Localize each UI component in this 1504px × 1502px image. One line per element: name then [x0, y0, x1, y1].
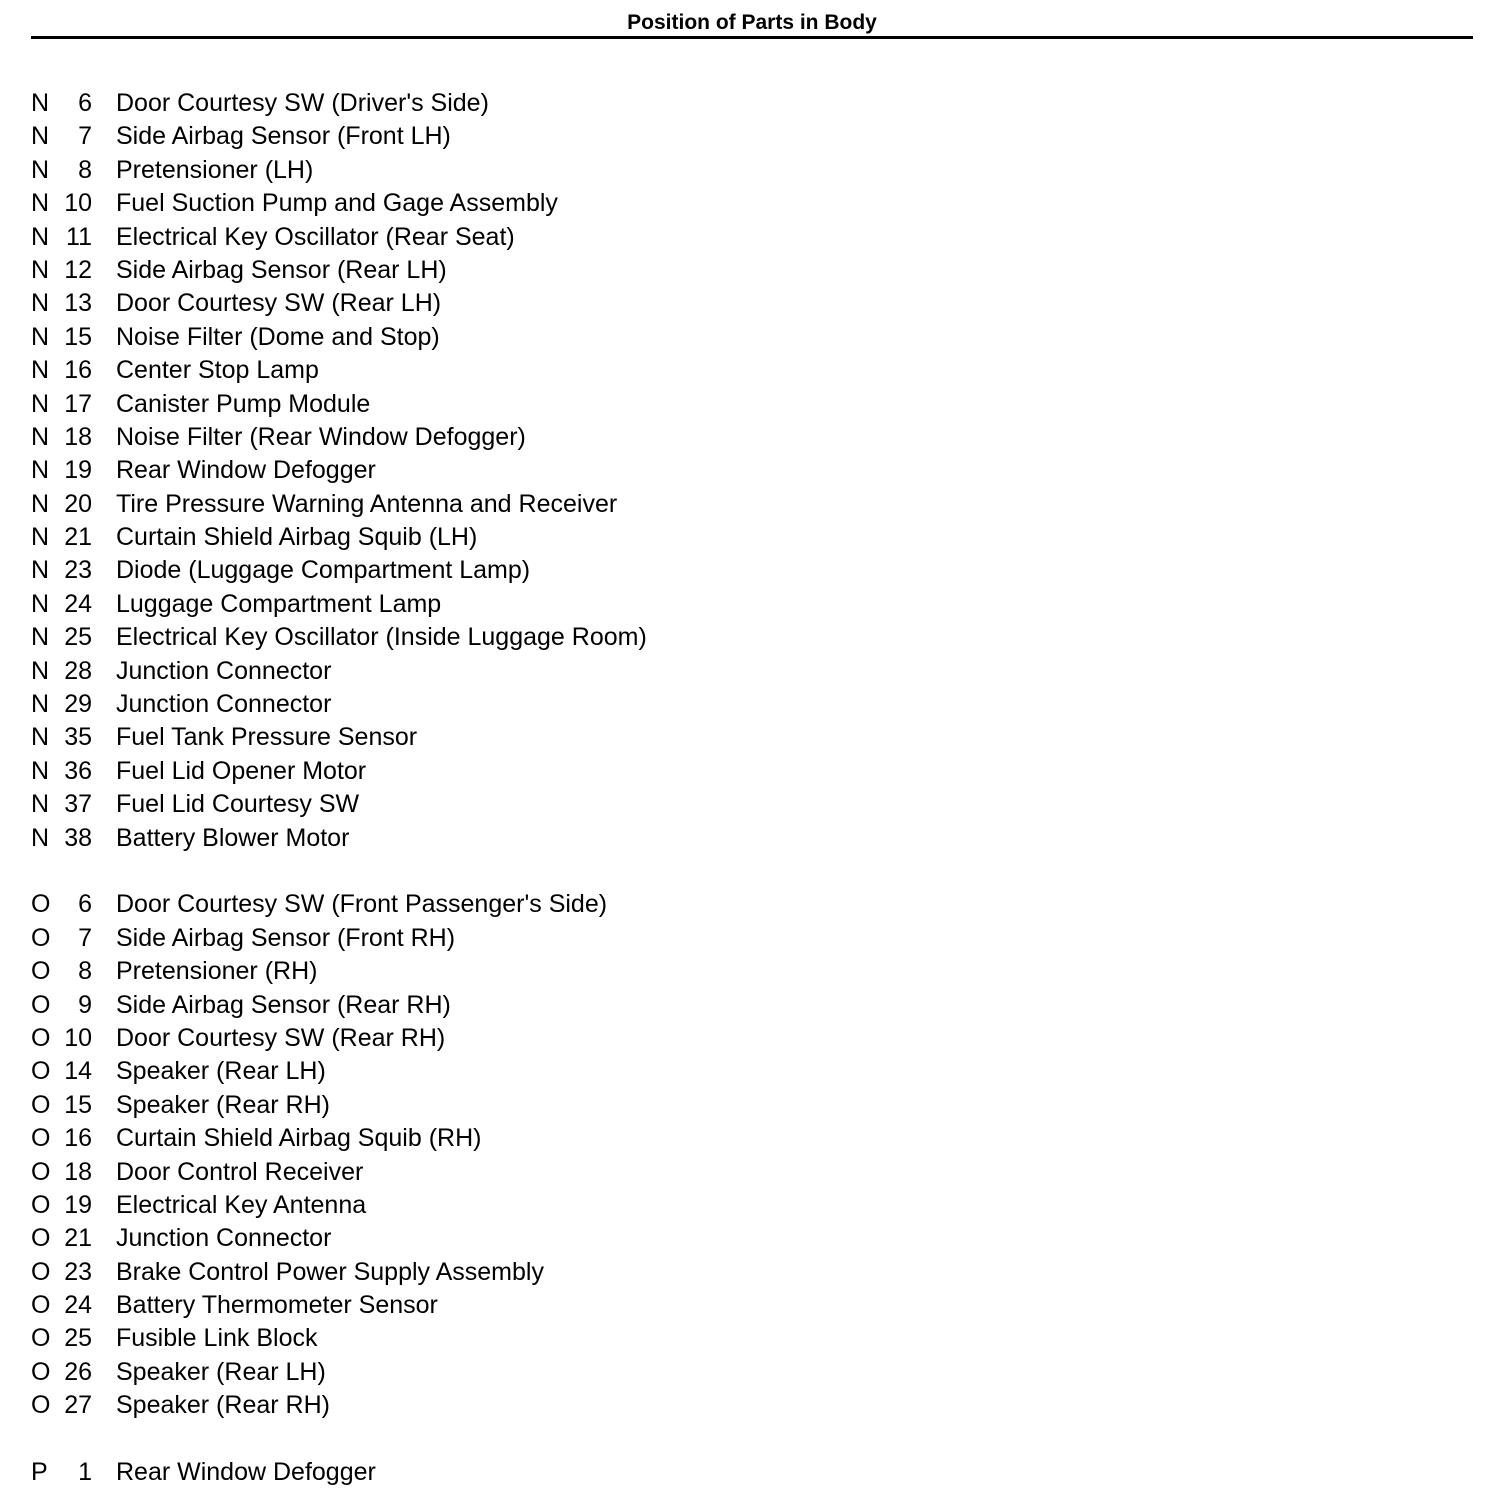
- part-location-number: 18: [64, 422, 92, 451]
- part-name: Speaker (Rear RH): [116, 1090, 330, 1119]
- part-location-number: 21: [64, 1224, 92, 1253]
- part-row: [0, 287, 1504, 320]
- part-location-letter: O: [31, 1057, 51, 1086]
- part-name: Junction Connector: [116, 656, 332, 685]
- part-location-number: 10: [64, 1023, 92, 1052]
- part-row: [0, 421, 1504, 454]
- part-location-number: 10: [64, 189, 92, 218]
- part-name: Side Airbag Sensor (Rear LH): [116, 255, 447, 284]
- part-row: [0, 1156, 1504, 1189]
- part-location-number: 35: [64, 723, 92, 752]
- part-row: [0, 1389, 1504, 1422]
- part-row: [0, 822, 1504, 855]
- part-name: Brake Control Power Supply Assembly: [116, 1257, 544, 1286]
- part-location-number: 15: [64, 1090, 92, 1119]
- part-name: Curtain Shield Airbag Squib (RH): [116, 1124, 482, 1153]
- part-name: Tire Pressure Warning Antenna and Receiver: [116, 489, 618, 518]
- part-row: [0, 1089, 1504, 1122]
- part-row: [0, 655, 1504, 688]
- part-location-number: 38: [64, 823, 92, 852]
- part-location-number: 15: [64, 322, 92, 351]
- part-row: [0, 254, 1504, 287]
- part-row: [0, 955, 1504, 988]
- part-name: Fuel Lid Courtesy SW: [116, 790, 360, 819]
- part-name: Door Control Receiver: [116, 1157, 364, 1186]
- page-title: Position of Parts in Body: [627, 11, 877, 34]
- part-name: Battery Thermometer Sensor: [116, 1291, 438, 1320]
- part-row: [0, 388, 1504, 421]
- part-name: Luggage Compartment Lamp: [116, 589, 442, 618]
- part-location-number: 8: [78, 957, 92, 986]
- part-location-number: 19: [64, 1190, 92, 1219]
- group-spacer: [0, 855, 1504, 888]
- part-row: [0, 721, 1504, 754]
- part-location-letter: N: [31, 456, 50, 485]
- part-location-number: 8: [78, 155, 92, 184]
- part-location-letter: N: [31, 122, 50, 151]
- part-row: [0, 989, 1504, 1022]
- part-location-letter: N: [31, 155, 50, 184]
- part-location-letter: N: [31, 523, 50, 552]
- part-name: Speaker (Rear RH): [116, 1391, 330, 1420]
- part-row: [0, 621, 1504, 654]
- part-row: [0, 1456, 1504, 1489]
- part-name: Side Airbag Sensor (Front RH): [116, 923, 456, 952]
- part-location-number: 36: [64, 756, 92, 785]
- part-location-number: 37: [64, 790, 92, 819]
- part-name: Canister Pump Module: [116, 389, 371, 418]
- part-location-number: 23: [64, 1257, 92, 1286]
- part-location-number: 21: [64, 523, 92, 552]
- part-location-letter: P: [31, 1458, 48, 1487]
- part-location-letter: O: [31, 1324, 51, 1353]
- part-location-number: 14: [64, 1057, 92, 1086]
- part-name: Fuel Lid Opener Motor: [116, 756, 367, 785]
- part-row: [0, 521, 1504, 554]
- part-name: Junction Connector: [116, 690, 332, 719]
- part-location-number: 11: [66, 222, 92, 251]
- part-location-letter: O: [31, 1391, 51, 1420]
- part-row: [0, 87, 1504, 120]
- part-location-letter: N: [31, 756, 50, 785]
- title-divider: [31, 36, 1473, 39]
- part-location-number: 16: [64, 1124, 92, 1153]
- part-row: [0, 454, 1504, 487]
- part-location-number: 12: [64, 255, 92, 284]
- part-row: [0, 1055, 1504, 1088]
- part-location-letter: O: [31, 1224, 51, 1253]
- part-name: Door Courtesy SW (Front Passenger's Side): [116, 890, 608, 919]
- part-name: Side Airbag Sensor (Rear RH): [116, 990, 451, 1019]
- part-location-number: 19: [64, 456, 92, 485]
- part-row: [0, 1256, 1504, 1289]
- part-name: Fuel Suction Pump and Gage Assembly: [116, 189, 558, 218]
- part-row: [0, 354, 1504, 387]
- part-name: Noise Filter (Rear Window Defogger): [116, 422, 526, 451]
- part-row: [0, 1122, 1504, 1155]
- part-location-letter: O: [31, 1023, 51, 1052]
- part-location-number: 29: [64, 690, 92, 719]
- part-name: Electrical Key Oscillator (Rear Seat): [116, 222, 515, 251]
- part-location-letter: N: [31, 690, 50, 719]
- part-location-number: 28: [64, 656, 92, 685]
- group-spacer: [0, 1423, 1504, 1456]
- part-name: Curtain Shield Airbag Squib (LH): [116, 523, 478, 552]
- part-location-letter: N: [31, 790, 50, 819]
- part-location-number: 27: [64, 1391, 92, 1420]
- part-location-letter: O: [31, 1257, 51, 1286]
- part-location-number: 13: [64, 289, 92, 318]
- part-location-number: 6: [78, 890, 92, 919]
- part-location-number: 18: [64, 1157, 92, 1186]
- part-location-letter: O: [31, 1157, 51, 1186]
- part-name: Side Airbag Sensor (Front LH): [116, 122, 451, 151]
- part-name: Door Courtesy SW (Driver's Side): [116, 89, 489, 117]
- part-location-letter: N: [31, 723, 50, 752]
- part-location-letter: O: [31, 957, 51, 986]
- part-location-number: 9: [78, 990, 92, 1019]
- part-row: [0, 488, 1504, 521]
- part-row: [0, 688, 1504, 721]
- part-row: [0, 154, 1504, 187]
- part-location-letter: N: [31, 222, 50, 251]
- part-name: Battery Blower Motor: [116, 823, 350, 852]
- part-location-number: 23: [64, 556, 92, 585]
- part-row: [0, 321, 1504, 354]
- part-name: Electrical Key Oscillator (Inside Luggage Room): [116, 623, 647, 652]
- part-location-letter: N: [31, 389, 50, 418]
- part-location-letter: N: [31, 289, 50, 318]
- part-location-letter: O: [31, 1124, 51, 1153]
- part-location-letter: O: [31, 1090, 51, 1119]
- part-row: [0, 120, 1504, 153]
- part-row: [0, 1322, 1504, 1355]
- part-location-number: 16: [64, 356, 92, 385]
- part-name: Diode (Luggage Compartment Lamp): [116, 556, 531, 585]
- part-name: Speaker (Rear LH): [116, 1357, 326, 1386]
- part-location-number: 7: [78, 923, 92, 952]
- parts-list: [0, 87, 1504, 1489]
- part-name: Rear Window Defogger: [116, 1458, 376, 1487]
- part-name: Rear Window Defogger: [116, 456, 376, 485]
- part-name: Noise Filter (Dome and Stop): [116, 322, 440, 351]
- part-location-letter: N: [31, 322, 50, 351]
- part-location-letter: N: [31, 589, 50, 618]
- part-name: Center Stop Lamp: [116, 356, 319, 385]
- part-name: Electrical Key Antenna: [116, 1190, 367, 1219]
- part-name: Speaker (Rear LH): [116, 1057, 326, 1086]
- part-location-number: 26: [64, 1357, 92, 1386]
- part-row: [0, 1189, 1504, 1222]
- part-name: Pretensioner (LH): [116, 155, 314, 184]
- part-row: [0, 588, 1504, 621]
- part-row: [0, 922, 1504, 955]
- part-location-number: 25: [64, 1324, 92, 1353]
- part-row: [0, 888, 1504, 921]
- part-location-number: 6: [78, 89, 92, 117]
- part-location-number: 1: [78, 1458, 92, 1487]
- part-row: [0, 1289, 1504, 1322]
- part-location-letter: O: [31, 923, 51, 952]
- part-row: [0, 187, 1504, 220]
- part-row: [0, 755, 1504, 788]
- part-location-letter: N: [31, 656, 50, 685]
- part-location-letter: N: [31, 489, 50, 518]
- part-location-letter: O: [31, 1291, 51, 1320]
- part-location-number: 20: [64, 489, 92, 518]
- part-location-letter: N: [31, 189, 50, 218]
- part-location-number: 24: [64, 589, 92, 618]
- part-location-letter: O: [31, 990, 51, 1019]
- part-location-letter: N: [31, 623, 50, 652]
- part-location-letter: N: [31, 89, 50, 117]
- part-row: [0, 1222, 1504, 1255]
- part-location-letter: O: [31, 1357, 51, 1386]
- part-row: [0, 1356, 1504, 1389]
- part-location-number: 25: [64, 623, 92, 652]
- part-name: Junction Connector: [116, 1224, 332, 1253]
- part-location-number: 24: [64, 1291, 92, 1320]
- part-location-letter: N: [31, 422, 50, 451]
- part-location-letter: N: [31, 255, 50, 284]
- part-name: Fuel Tank Pressure Sensor: [116, 723, 418, 752]
- part-row: [0, 554, 1504, 587]
- part-row: [0, 221, 1504, 254]
- part-location-letter: N: [31, 356, 50, 385]
- part-location-letter: N: [31, 556, 50, 585]
- part-location-letter: O: [31, 890, 51, 919]
- part-name: Pretensioner (RH): [116, 957, 318, 986]
- part-name: Fusible Link Block: [116, 1324, 318, 1353]
- part-name: Door Courtesy SW (Rear LH): [116, 289, 442, 318]
- part-row: [0, 1022, 1504, 1055]
- part-location-number: 17: [64, 389, 92, 418]
- part-location-number: 7: [78, 122, 92, 151]
- part-name: Door Courtesy SW (Rear RH): [116, 1023, 446, 1052]
- part-location-letter: O: [31, 1190, 51, 1219]
- part-location-letter: N: [31, 823, 50, 852]
- part-row: [0, 788, 1504, 821]
